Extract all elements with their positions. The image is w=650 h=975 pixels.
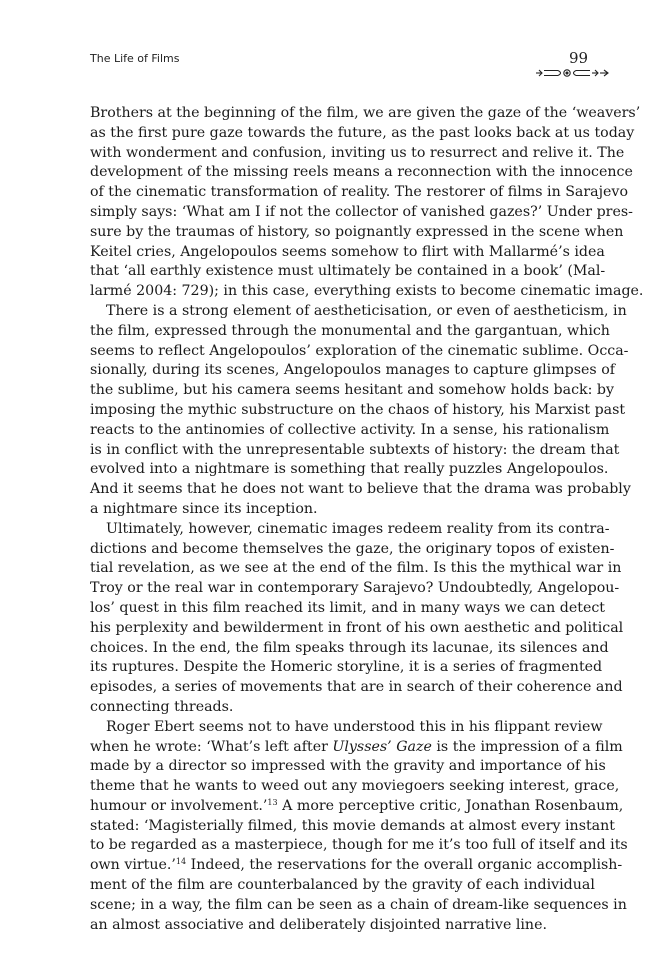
text-line: as the first pure gaze towards the future, as the past looks back at us today xyxy=(90,124,635,141)
text-line: theme that he wants to weed out any moviegoers seeking interest, grace, xyxy=(90,778,620,795)
text-line: Roger Ebert seems not to have understood this in his flippant review xyxy=(106,718,603,735)
text-line: tial revelation, as we see at the end of the film. Is this the mythical war in xyxy=(90,560,622,577)
text-run: humour or involvement.’ xyxy=(90,797,268,814)
text-line xyxy=(90,856,623,876)
footnote-marker: 13 xyxy=(267,797,278,807)
text-line: ment of the film are counterbalanced by the gravity of each individual xyxy=(90,877,595,894)
body-text xyxy=(90,104,644,935)
text-line: los’ quest in this film reached its limit, and in many ways we can detect xyxy=(90,599,606,616)
text-line: an almost associative and deliberately disjointed narrative line. xyxy=(90,916,547,933)
text-line: that ‘all earthly existence must ultimately be contained in a book’ (Mal- xyxy=(90,263,606,280)
text-line: sionally, during its scenes, Angelopoulos manages to capture glimpses of xyxy=(90,362,615,379)
text-line: choices. In the end, the film speaks through its lacunae, its silences and xyxy=(90,639,609,656)
text-line: larmé 2004: 729); in this case, everything exists to become cinematic image. xyxy=(90,283,644,300)
text-line: episodes, a series of movements that are in search of their coherence and xyxy=(90,679,623,696)
text-line: Keitel cries, Angelopoulos seems somehow to flirt with Mallarmé’s idea xyxy=(90,243,605,260)
text-line: simply says: ‘What am I if not the collector of vanished gazes?’ Under pres- xyxy=(90,203,633,220)
ornament-flourish-icon xyxy=(534,66,610,80)
text-line: There is a strong element of aestheticisation, or even of aestheticism, in xyxy=(106,302,627,319)
text-line: its ruptures. Despite the Homeric storyline, it is a series of fragmented xyxy=(90,659,603,676)
text-line: Troy or the real war in contemporary Sarajevo? Undoubtedly, Angelopou- xyxy=(90,580,620,597)
text-line: his perplexity and bewilderment in front of his own aesthetic and political xyxy=(90,619,624,636)
text-line: reacts to the antinomies of collective activity. In a sense, his rationalism xyxy=(90,421,610,438)
text-run: Indeed, the reservations for the overall organic accomplish- xyxy=(186,857,623,874)
text-line: And it seems that he does not want to believe that the drama was probably xyxy=(90,481,631,498)
text-line: sure by the traumas of history, so poignantly expressed in the scene when xyxy=(90,223,624,240)
text-line: stated: ‘Magisterially filmed, this movie demands at almost every instant xyxy=(90,817,615,834)
text-line xyxy=(90,797,624,817)
text-line: to be regarded as a masterpiece, though for me it’s too full of itself and its xyxy=(90,837,628,854)
text-line: connecting threads. xyxy=(90,698,234,715)
text-line: Brothers at the beginning of the film, we are given the gaze of the ‘weavers’ xyxy=(90,105,641,121)
text-run: own virtue.’ xyxy=(90,857,176,874)
text-line: made by a director so impressed with the gravity and importance of his xyxy=(90,758,606,775)
page-number: 99 xyxy=(569,49,589,67)
text-run: when he wrote: ‘What’s left after xyxy=(90,738,333,755)
film-title: Ulysses’ Gaze xyxy=(332,738,432,755)
text-line: evolved into a nightmare is something that really puzzles Angelopoulos. xyxy=(90,461,609,478)
text-line: Ultimately, however, cinematic images redeem reality from its contra- xyxy=(106,520,610,537)
text-line: development of the missing reels means a reconnection with the innocence xyxy=(90,164,633,181)
text-line: of the cinematic transformation of reality. The restorer of films in Sarajevo xyxy=(90,184,628,201)
running-head-title: The Life of Films xyxy=(90,52,180,65)
text-line: the film, expressed through the monumental and the gargantuan, which xyxy=(90,322,610,339)
text-line: scene; in a way, the film can be seen as a chain of dream-like sequences in xyxy=(90,896,627,913)
text-line xyxy=(90,738,623,758)
text-line: is in conflict with the unrepresentable subtexts of history: the dream that xyxy=(90,441,620,458)
text-line: with wonderment and confusion, inviting us to resurrect and relive it. The xyxy=(90,144,625,161)
text-line: dictions and become themselves the gaze, the originary topos of existen- xyxy=(90,540,615,557)
text-line: imposing the mythic substructure on the chaos of history, his Marxist past xyxy=(90,401,626,418)
text-run: is the impression of a film xyxy=(431,738,623,755)
text-line: the sublime, but his camera seems hesitant and somehow holds back: by xyxy=(90,382,615,399)
text-line: a nightmare since its inception. xyxy=(90,500,318,517)
text-line: seems to reflect Angelopoulos’ exploration of the cinematic sublime. Occa- xyxy=(90,342,629,359)
text-run: A more perceptive critic, Jonathan Rosenbaum, xyxy=(277,797,624,814)
footnote-marker: 14 xyxy=(175,857,187,867)
